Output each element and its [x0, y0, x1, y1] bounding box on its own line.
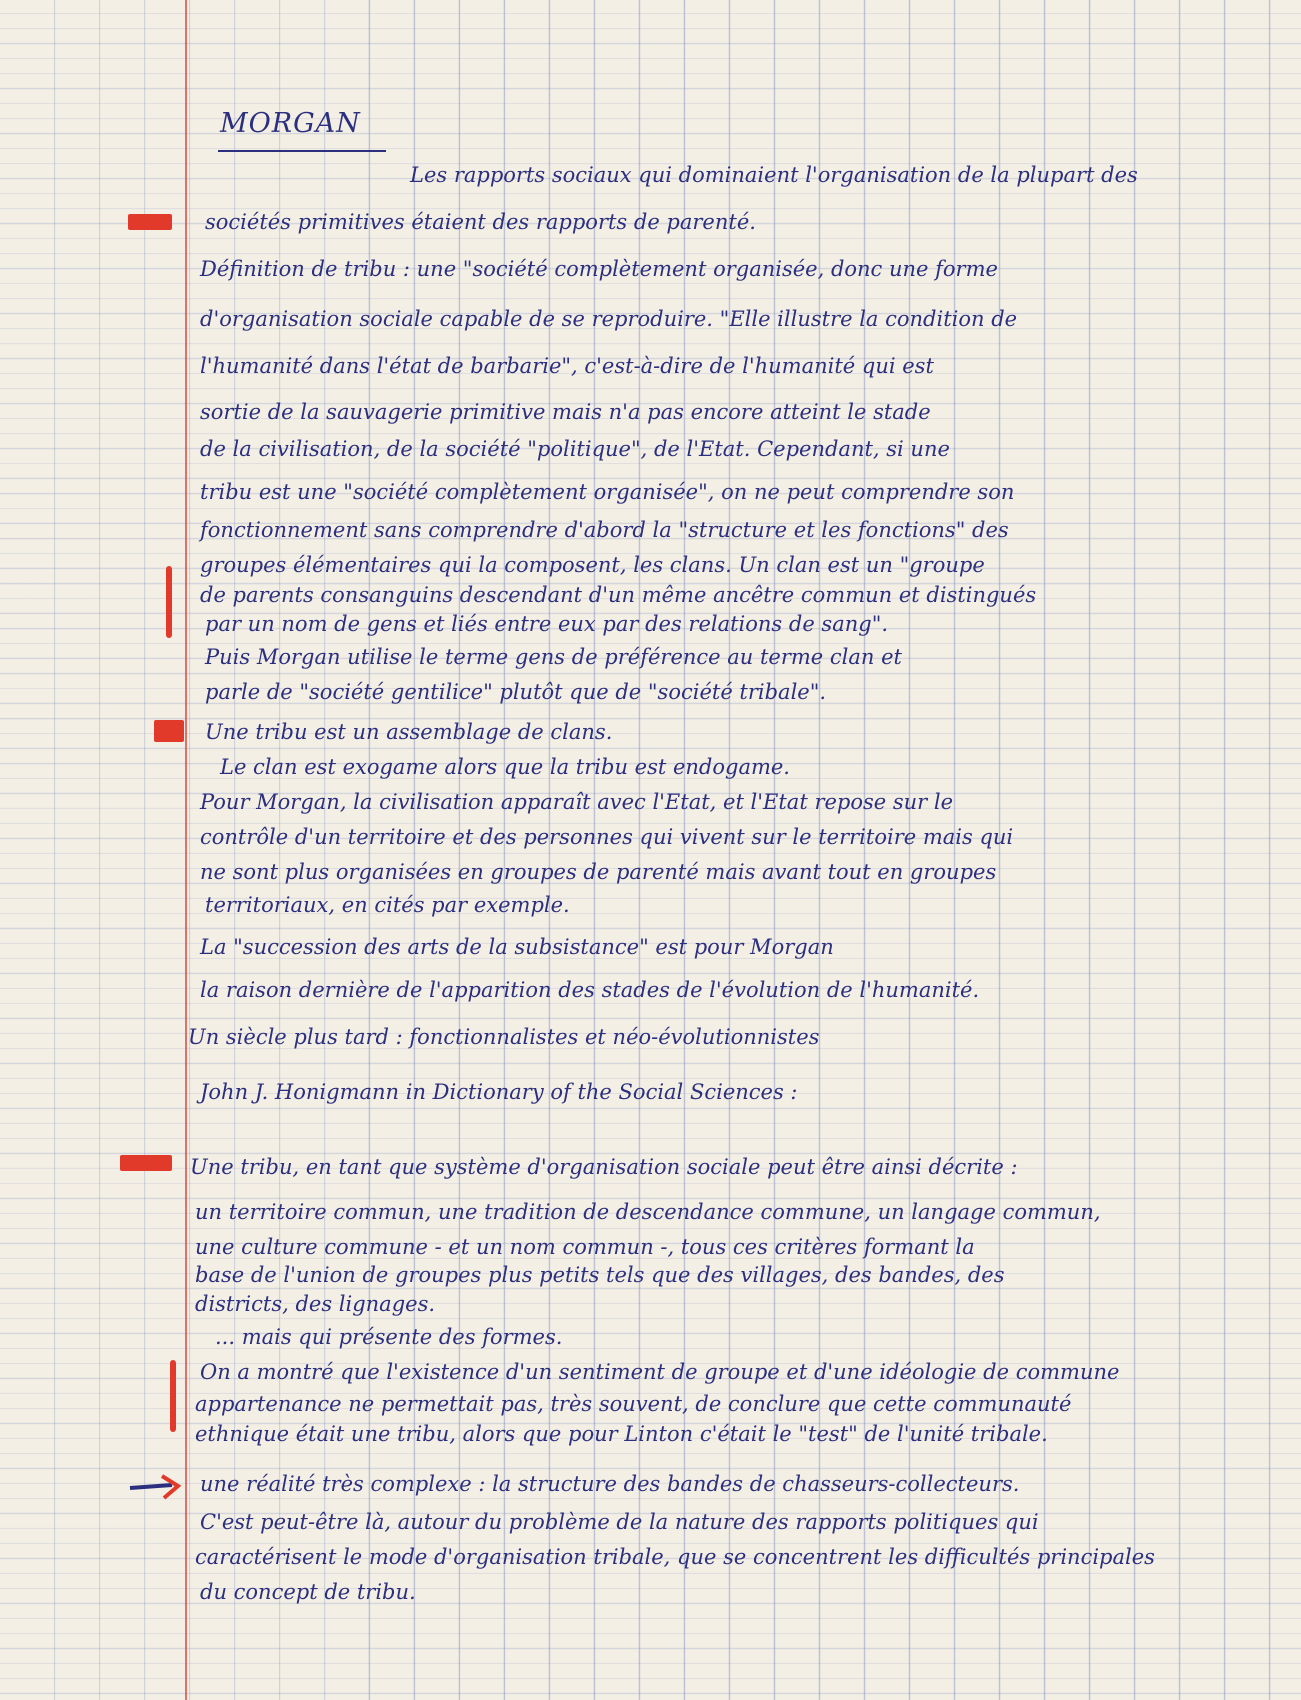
text-line: John J. Honigmann in Dictionary of the Social Sciences : [200, 1080, 798, 1104]
text-line: contrôle d'un territoire et des personnes qui vivent sur le territoire mais qui [200, 825, 1014, 849]
text-line: sortie de la sauvagerie primitive mais n'a pas encore atteint le stade [200, 400, 931, 424]
text-line: tribu est une "société complètement organisée", on ne peut comprendre son [200, 480, 1015, 504]
text-line: sociétés primitives étaient des rapports de parenté. [205, 210, 756, 234]
text-line: du concept de tribu. [200, 1580, 416, 1604]
red-marker-2 [154, 720, 184, 742]
text-line: districts, des lignages. [195, 1292, 436, 1316]
text-line: Une tribu, en tant que système d'organisation sociale peut être ainsi décrite : [190, 1155, 1018, 1179]
text-line: Définition de tribu : une "société complètement organisée, donc une forme [200, 257, 998, 281]
text-line: caractérisent le mode d'organisation tribale, que se concentrent les difficultés principales [195, 1545, 1155, 1569]
margin-line [185, 0, 187, 1700]
page-title: MORGAN [220, 108, 361, 139]
text-line: Pour Morgan, la civilisation apparaît avec l'Etat, et l'Etat repose sur le [200, 790, 954, 814]
text-line: ne sont plus organisées en groupes de parenté mais avant tout en groupes [200, 860, 997, 884]
text-line: fonctionnement sans comprendre d'abord la "structure et les fonctions" des [200, 518, 1009, 542]
text-line: de la civilisation, de la société "politique", de l'Etat. Cependant, si une [200, 437, 950, 461]
text-line: l'humanité dans l'état de barbarie", c'est-à-dire de l'humanité qui est [200, 354, 934, 378]
text-line: une réalité très complexe : la structure des bandes de chasseurs-collecteurs. [200, 1472, 1020, 1496]
text-line: groupes élémentaires qui la composent, les clans. Un clan est un "groupe [200, 553, 985, 577]
red-bracket-2 [170, 1360, 176, 1432]
text-line: C'est peut-être là, autour du problème de la nature des rapports politiques qui [200, 1510, 1039, 1534]
text-line: Une tribu est un assemblage de clans. [205, 720, 613, 744]
text-line: Un siècle plus tard : fonctionnalistes et néo-évolutionnistes [188, 1025, 820, 1049]
text-line: une culture commune - et un nom commun -, tous ces critères formant la [195, 1235, 975, 1259]
text-line: Le clan est exogame alors que la tribu est endogame. [220, 755, 790, 779]
title-underline [218, 150, 386, 152]
text-line: ... mais qui présente des formes. [215, 1325, 563, 1349]
red-marker-3 [120, 1155, 172, 1171]
text-line: un territoire commun, une tradition de descendance commune, un langage commun, [195, 1200, 1101, 1224]
text-line: ethnique était une tribu, alors que pour Linton c'était le "test" de l'unité tribale. [195, 1422, 1048, 1446]
text-line: appartenance ne permettait pas, très souvent, de conclure que cette communauté [195, 1392, 1072, 1416]
text-line: par un nom de gens et liés entre eux par des relations de sang". [205, 612, 889, 636]
text-line: d'organisation sociale capable de se reproduire. "Elle illustre la condition de [200, 307, 1018, 331]
text-line: Les rapports sociaux qui dominaient l'organisation de la plupart des [410, 163, 1138, 187]
text-line: parle de "société gentilice" plutôt que de "société tribale". [205, 680, 827, 704]
text-line: La "succession des arts de la subsistance" est pour Morgan [200, 935, 834, 959]
red-marker-1 [128, 214, 172, 230]
text-line: la raison dernière de l'apparition des stades de l'évolution de l'humanité. [200, 978, 980, 1002]
arrow-icon [128, 1472, 183, 1502]
text-line: Puis Morgan utilise le terme gens de préférence au terme clan et [205, 645, 902, 669]
text-line: territoriaux, en cités par exemple. [205, 893, 570, 917]
text-line: On a montré que l'existence d'un sentiment de groupe et d'une idéologie de commune [200, 1360, 1120, 1384]
text-line: base de l'union de groupes plus petits tels que des villages, des bandes, des [195, 1263, 1005, 1287]
red-bracket-1 [166, 566, 172, 638]
text-line: de parents consanguins descendant d'un même ancêtre commun et distingués [200, 583, 1037, 607]
